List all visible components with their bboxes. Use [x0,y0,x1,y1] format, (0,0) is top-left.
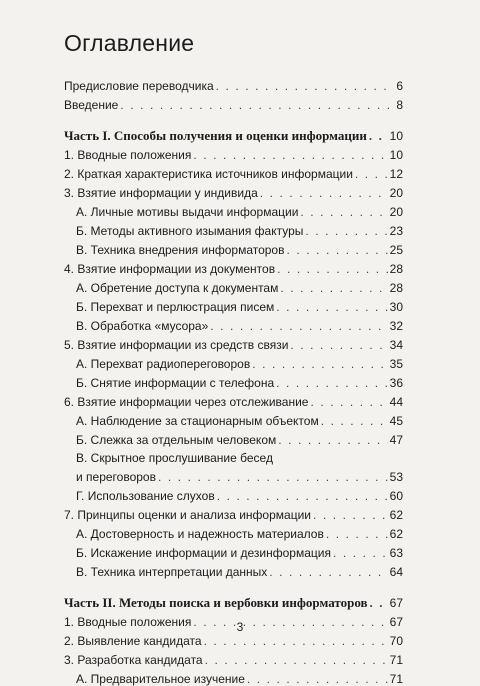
dot-leader [217,489,388,503]
dot-leader [276,300,387,314]
toc-entry[interactable] [64,541,403,560]
toc-entry-label: В. Техника интерпретации данных [76,565,268,579]
toc-entry[interactable] [64,200,403,219]
toc-page-number: 62 [389,508,403,522]
dot-leader [369,129,388,143]
dot-leader [276,376,388,390]
toc-page-number: 34 [389,338,403,352]
toc-page-number: 35 [389,357,403,371]
dot-leader [158,470,388,484]
toc-entry-label: В. Техника внедрения информаторов [76,243,285,257]
dot-leader [216,79,389,93]
toc-entry-label: 5. Взятие информации из средств связи [64,338,289,352]
dot-leader [370,596,388,610]
dot-leader [278,433,387,447]
toc-part-heading[interactable] [64,124,403,143]
dot-leader [290,338,387,352]
toc-entry[interactable] [64,295,403,314]
toc-page-number: 20 [389,205,403,219]
toc-entry[interactable] [64,560,403,579]
toc-entry-label: Г. Использование слухов [76,489,215,503]
dot-leader [300,205,387,219]
dot-leader [247,672,388,686]
dot-leader [120,98,389,112]
toc-entry-label: Б. Перехват и перлюстрация писем [76,300,275,314]
toc-page-number: 70 [389,634,403,648]
dot-leader [252,357,387,371]
toc-entry-label: А. Обретение доступа к документам [76,281,279,295]
toc-part-heading[interactable] [64,591,403,610]
toc-entry-label: 7. Принципы оценки и анализа информации [64,508,311,522]
toc-page-number: 10 [389,129,403,143]
toc-entry[interactable] [64,257,403,276]
toc-entry[interactable] [64,314,403,333]
toc-page-number: 71 [389,653,403,667]
toc-entry[interactable] [64,352,403,371]
toc-entry-label: Б. Методы активного изымания фактуры [76,224,304,238]
toc-page-number: 32 [389,319,403,333]
toc-page-number: 30 [389,300,403,314]
page-number: 3 [236,620,244,634]
toc-page-number: 67 [389,615,403,629]
toc-entry-label: 6. Взятие информации через отслеживание [64,395,309,409]
dot-leader [269,565,387,579]
dot-leader [280,281,387,295]
dot-leader [277,262,388,276]
toc-entry-label: В. Скрытное прослушивание бесед [76,451,273,465]
toc-entry-label: А. Наблюдение за стационарным объектом [76,414,319,428]
toc-page-number: 62 [389,527,403,541]
toc-entry-label: Б. Снятие информации с телефона [76,376,275,390]
dot-leader [204,634,388,648]
toc-entry-label: и переговоров [76,470,156,484]
toc-page-number: 25 [389,243,403,257]
toc-entry[interactable] [64,371,403,390]
toc-entry-label: А. Предварительное изучение [76,672,245,686]
toc-page-number: 28 [389,281,403,295]
toc-entry[interactable] [64,390,403,409]
dot-leader [210,319,387,333]
toc-entry[interactable] [64,333,403,352]
dot-leader [205,653,388,667]
toc-entry-label: Б. Искажение информации и дезинформация [76,546,331,560]
page-title: Оглавление [64,30,195,56]
toc-page-number: 47 [389,433,403,447]
toc-entry-label: Б. Слежка за отдельным человеком [76,433,277,447]
toc-entry-label: В. Обработка «мусора» [76,319,209,333]
toc-page-number: 71 [389,672,403,686]
toc-entry[interactable] [64,428,403,447]
toc-entry-label: А. Достоверность и надежность материалов [76,527,324,541]
table-of-contents [64,74,403,686]
toc-entry-label: А. Личные мотивы выдачи информации [76,205,299,219]
toc-entry-label: 2. Выявление кандидата [64,634,202,648]
toc-page-number: 36 [389,376,403,390]
toc-page-number: 10 [389,148,403,162]
toc-entry[interactable] [64,503,403,522]
dot-leader [313,508,388,522]
toc-entry-label: Часть II. Методы поиска и вербовки информаторов [64,595,368,610]
toc-entry-label: 3. Разработка кандидата [64,653,203,667]
toc-page-number: 28 [389,262,403,276]
toc-page-number: 67 [389,596,403,610]
toc-entry-label: Предисловие переводчика [64,79,214,93]
toc-page-number: 64 [389,565,403,579]
toc-entry-label: 3. Взятие информации у индивида [64,186,258,200]
toc-entry-label: 4. Взятие информации из документов [64,262,276,276]
toc-entry-label: А. Перехват радиопереговоров [76,357,251,371]
dot-leader [260,186,388,200]
toc-entry[interactable] [64,667,403,686]
toc-entry[interactable] [64,648,403,667]
toc-entry[interactable] [64,162,403,181]
toc-entry-label: 2. Краткая характеристика источников информации [64,167,353,181]
dot-leader [193,148,387,162]
toc-page-number: 6 [396,79,403,93]
dot-leader [286,243,387,257]
toc-entry[interactable] [64,484,403,503]
toc-entry[interactable] [64,93,403,112]
toc-page-number: 60 [389,489,403,503]
toc-page-number: 45 [389,414,403,428]
toc-entry-label: Введение [64,98,119,112]
toc-page-number: 44 [389,395,403,409]
dot-leader [305,224,387,238]
toc-page-number: 20 [389,186,403,200]
toc-entry[interactable] [64,143,403,162]
dot-leader [326,527,388,541]
toc-entry[interactable] [64,522,403,541]
toc-entry-label: Часть I. Способы получения и оценки информации [64,128,367,143]
toc-entry[interactable] [64,181,403,200]
toc-entry[interactable] [64,74,403,93]
toc-page-number: 12 [389,167,403,181]
toc-entry-label: 1. Вводные положения [64,148,192,162]
dot-leader [310,395,387,409]
toc-page-number: 23 [389,224,403,238]
dot-leader [333,546,388,560]
toc-entry-label: 1. Вводные положения [64,615,192,629]
toc-page-number: 8 [396,98,403,112]
toc-page-number: 63 [389,546,403,560]
toc-entry[interactable] [64,409,403,428]
toc-page-number: 53 [389,470,403,484]
dot-leader [321,414,388,428]
toc-entry[interactable] [64,465,403,484]
dot-leader [355,167,388,181]
toc-entry[interactable] [64,276,403,295]
toc-entry[interactable] [64,219,403,238]
toc-entry[interactable] [64,238,403,257]
